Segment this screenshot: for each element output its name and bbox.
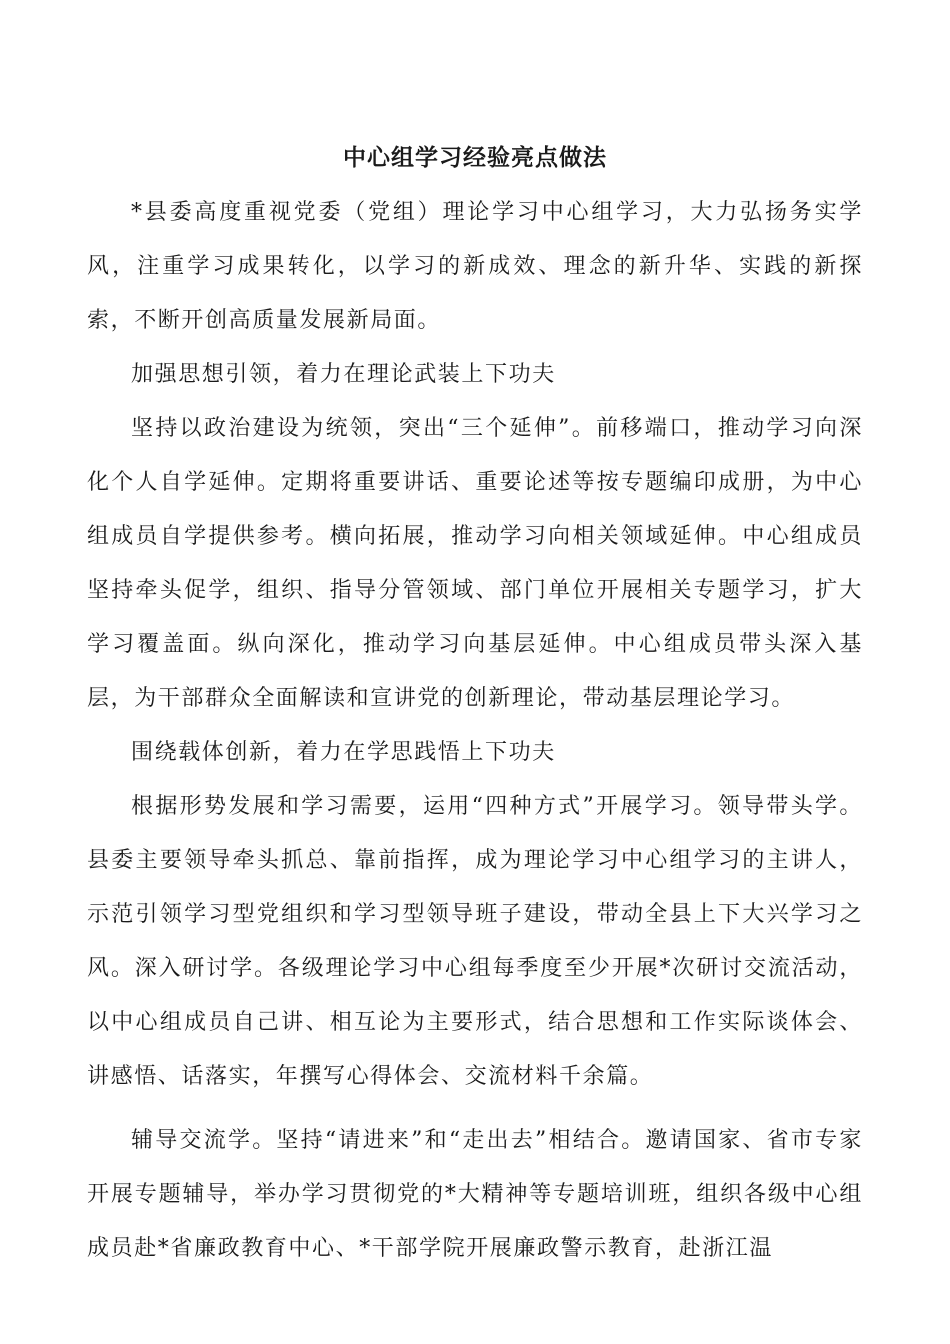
body-paragraph-methods: 根据形势发展和学习需要，运用“四种方式”开展学习。领导带头学。县委主要领导牵头抓总、靠前指挥，成为理论学习中心组学习的主讲人，示范引领学习型党组织和学习型领导班子建设，带动全县上下大兴学习之风。深入研讨学。各级理论学习中心组每季度至少开展*次研讨交流活动，以中心组成员自己讲、相互论为主要形式，结合思想和工作实际谈体会、讲感悟、话落实，年撰写心得体会、交流材料千余篇。 bbox=[87, 794, 863, 1089]
document-page bbox=[87, 140, 863, 1276]
section-heading-carrier: 围绕载体创新，着力在学思践悟上下功夫 bbox=[131, 740, 556, 765]
paragraph-gap bbox=[87, 1104, 863, 1114]
body-paragraph-theory: 坚持以政治建设为统领，突出“三个延伸”。前移端口，推动学习向深化个人自学延伸。定期将重要讲话、重要论述等按专题编印成册，为中心组成员自学提供参考。横向拓展，推动学习向相关领域延伸。中心组成员坚持牵头促学，组织、指导分管领域、部门单位开展相关专题学习，扩大学习覆盖面。纵向深化，推动学习向基层延伸。中心组成员带头深入基层，为干部群众全面解读和宣讲党的创新理论，带动基层理论学习。 bbox=[87, 416, 863, 711]
intro-paragraph: *县委高度重视党委（党组）理论学习中心组学习，大力弘扬务实学风，注重学习成果转化，以学习的新成效、理念的新升华、实践的新探索，不断开创高质量发展新局面。 bbox=[87, 200, 863, 333]
body-paragraph-exchange: 辅导交流学。坚持“请进来”和“走出去”相结合。邀请国家、省市专家开展专题辅导，举办学习贯彻党的*大精神等专题培训班，组织各级中心组成员赴*省廉政教育中心、*干部学院开展廉政警示教育，赴浙江温 bbox=[87, 1128, 863, 1261]
section-heading-theory: 加强思想引领，着力在理论武装上下功夫 bbox=[131, 362, 556, 387]
document-title: 中心组学习经验亮点做法 bbox=[343, 144, 607, 171]
